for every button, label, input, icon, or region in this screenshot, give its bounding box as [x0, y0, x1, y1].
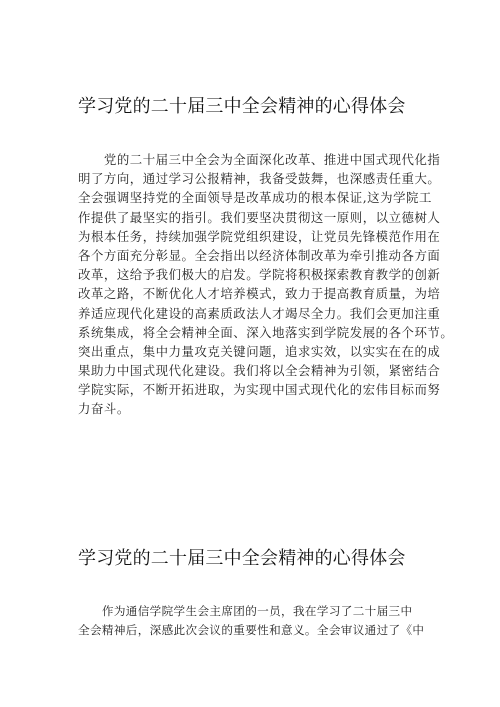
- body-line: 学院实际，不断开拓进取，为实现中国式现代化的宏伟目标而努: [78, 382, 441, 398]
- body-line: 养适应现代化建设的高素质政法人才竭尽全力。我们会更加注重: [78, 305, 441, 321]
- body-line: 系统集成，将全会精神全面、深入地落实到学院发展的各个环节。: [78, 324, 454, 340]
- body-line: 各个方面充分彰显。全会指出以经济体制改革为牵引推动各方面: [78, 247, 441, 263]
- body-line: 全会强调坚持党的全面领导是改革成功的根本保证,这为学院工: [78, 190, 432, 206]
- body-line: 突出重点，集中力量攻克关键问题，追求实效，以实实在在的成: [78, 343, 441, 359]
- body-line: 力奋斗。: [78, 401, 130, 417]
- body-line: 改革之路，不断优化人才培养模式，致力于提高教育质量，为培: [78, 286, 441, 302]
- body-line: 为根本任务，持续加强学院党组织建设，让党员先锋模范作用在: [78, 228, 441, 244]
- section-title-1: 学习党的二十届三中全会精神的心得体会: [78, 96, 406, 117]
- section-body-1: [78, 150, 454, 419]
- section-title-2: 学习党的二十届三中全会精神的心得体会: [78, 548, 406, 569]
- body-line: 作提供了最坚实的指引。我们要坚决贯彻这一原则，以立德树人: [78, 209, 441, 225]
- body-line: 全会精神后，深感此次会议的重要性和意义。全会审议通过了《中: [78, 623, 425, 637]
- body-line: 果助力中国式现代化建设。我们将以全会精神为引领，紧密结合: [78, 363, 441, 379]
- body-line: 明了方向，通过学习公报精神，我备受鼓舞，也深感责任重大。: [78, 171, 441, 187]
- body-line: 改革，这给予我们极大的启发。学院将积极探索教育教学的创新: [78, 267, 441, 283]
- body-line: 党的二十届三中全会为全面深化改革、推进中国式现代化指: [78, 152, 441, 167]
- section-body-2: [78, 602, 448, 640]
- body-line: 作为通信学院学生会主席团的一员，我在学习了二十届三中: [78, 604, 413, 618]
